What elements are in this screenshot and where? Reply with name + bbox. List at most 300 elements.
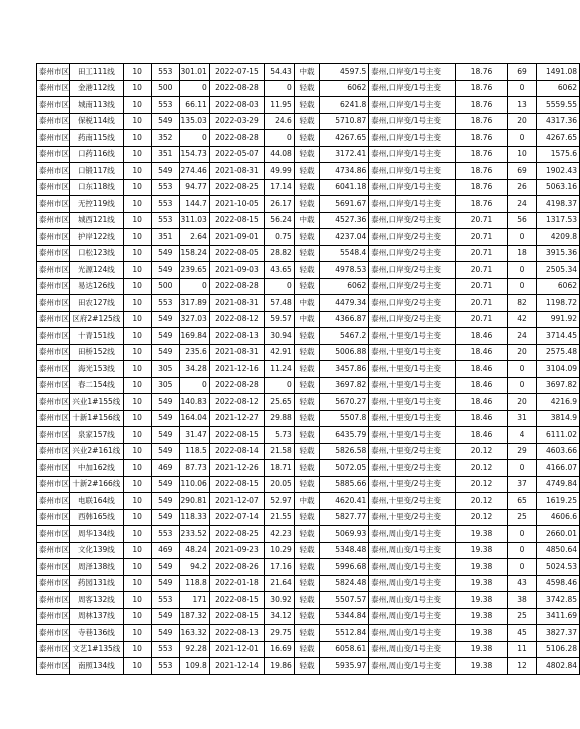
cell-substation-transformer: 泰州,十里变/2号主变 — [369, 460, 456, 477]
cell-connected-users: 45 — [507, 625, 537, 642]
cell-max-load-date: 2021-12-16 — [209, 361, 264, 378]
cell-max-load: 187.32 — [179, 608, 209, 625]
cell-load-status: 轻载 — [294, 97, 319, 114]
cell-connected-users: 20 — [507, 113, 537, 130]
cell-load-rate: 29.88 — [265, 410, 295, 427]
cell-connected-users: 0 — [507, 278, 537, 295]
cell-rated-capacity: 549 — [151, 476, 179, 493]
table-row — [37, 311, 580, 328]
cell-max-load-date: 2022-08-28 — [209, 377, 264, 394]
table-row — [37, 80, 580, 97]
cell-transformer-load: 20.12 — [456, 460, 507, 477]
cell-load-status: 轻载 — [294, 526, 319, 543]
cell-max-load: 135.03 — [179, 113, 209, 130]
cell-max-load: 163.32 — [179, 625, 209, 642]
cell-voltage-kv: 10 — [123, 625, 151, 642]
table-row — [37, 146, 580, 163]
cell-district: 泰州市区 — [37, 196, 70, 213]
cell-district: 泰州市区 — [37, 476, 70, 493]
cell-district: 泰州市区 — [37, 427, 70, 444]
cell-district: 泰州市区 — [37, 377, 70, 394]
cell-substation-transformer: 泰州,周山变/1号主变 — [369, 526, 456, 543]
cell-available-capacity: 4527.36 — [320, 212, 369, 229]
cell-remaining-capacity: 4598.46 — [537, 575, 580, 592]
cell-connected-users: 26 — [507, 179, 537, 196]
cell-max-load: 0 — [179, 130, 209, 147]
cell-load-status: 中载 — [294, 64, 319, 81]
cell-district: 泰州市区 — [37, 559, 70, 576]
cell-max-load-date: 2022-08-12 — [209, 394, 264, 411]
cell-max-load: 118.8 — [179, 575, 209, 592]
cell-connected-users: 24 — [507, 196, 537, 213]
table-row — [37, 229, 580, 246]
cell-line-name: 文艺1#135线 — [70, 641, 124, 658]
cell-remaining-capacity: 5106.28 — [537, 641, 580, 658]
cell-connected-users: 38 — [507, 592, 537, 609]
cell-substation-transformer: 泰州,十里变/1号主变 — [369, 377, 456, 394]
cell-voltage-kv: 10 — [123, 641, 151, 658]
table-row — [37, 130, 580, 147]
cell-max-load: 164.04 — [179, 410, 209, 427]
cell-load-rate: 0 — [265, 130, 295, 147]
cell-max-load-date: 2022-08-28 — [209, 130, 264, 147]
cell-load-status: 轻载 — [294, 625, 319, 642]
cell-connected-users: 18 — [507, 245, 537, 262]
cell-substation-transformer: 泰州,周山变/1号主变 — [369, 625, 456, 642]
cell-load-status: 轻载 — [294, 146, 319, 163]
cell-connected-users: 0 — [507, 559, 537, 576]
cell-district: 泰州市区 — [37, 641, 70, 658]
cell-connected-users: 29 — [507, 443, 537, 460]
cell-voltage-kv: 10 — [123, 526, 151, 543]
table-row — [37, 97, 580, 114]
cell-max-load-date: 2021-10-05 — [209, 196, 264, 213]
cell-available-capacity: 5507.57 — [320, 592, 369, 609]
cell-max-load-date: 2021-12-27 — [209, 410, 264, 427]
cell-connected-users: 4 — [507, 427, 537, 444]
cell-load-status: 中载 — [294, 311, 319, 328]
table-row — [37, 476, 580, 493]
cell-load-status: 轻载 — [294, 509, 319, 526]
cell-connected-users: 0 — [507, 262, 537, 279]
cell-available-capacity: 5072.05 — [320, 460, 369, 477]
cell-connected-users: 13 — [507, 97, 537, 114]
cell-load-status: 轻载 — [294, 262, 319, 279]
cell-max-load: 0 — [179, 278, 209, 295]
cell-transformer-load: 18.76 — [456, 179, 507, 196]
cell-voltage-kv: 10 — [123, 658, 151, 675]
cell-remaining-capacity: 4850.64 — [537, 542, 580, 559]
cell-max-load: 274.46 — [179, 163, 209, 180]
cell-district: 泰州市区 — [37, 394, 70, 411]
cell-remaining-capacity: 3827.37 — [537, 625, 580, 642]
cell-rated-capacity: 553 — [151, 212, 179, 229]
cell-substation-transformer: 泰州,口岸变/2号主变 — [369, 262, 456, 279]
cell-load-status: 轻载 — [294, 410, 319, 427]
cell-district: 泰州市区 — [37, 262, 70, 279]
cell-connected-users: 0 — [507, 130, 537, 147]
cell-available-capacity: 5348.48 — [320, 542, 369, 559]
cell-available-capacity: 5467.2 — [320, 328, 369, 345]
cell-load-rate: 18.71 — [265, 460, 295, 477]
cell-load-status: 轻载 — [294, 361, 319, 378]
table-body — [37, 64, 580, 675]
cell-line-name: 周泽138线 — [70, 559, 124, 576]
cell-transformer-load: 19.38 — [456, 625, 507, 642]
cell-transformer-load: 20.71 — [456, 278, 507, 295]
cell-load-rate: 49.99 — [265, 163, 295, 180]
cell-load-rate: 57.48 — [265, 295, 295, 312]
table-row — [37, 427, 580, 444]
cell-transformer-load: 19.38 — [456, 641, 507, 658]
cell-max-load-date: 2022-08-15 — [209, 476, 264, 493]
cell-connected-users: 69 — [507, 64, 537, 81]
cell-rated-capacity: 549 — [151, 575, 179, 592]
cell-max-load: 154.73 — [179, 146, 209, 163]
cell-remaining-capacity: 3742.85 — [537, 592, 580, 609]
cell-line-name: 文化139线 — [70, 542, 124, 559]
cell-max-load-date: 2022-08-05 — [209, 245, 264, 262]
cell-line-name: 南照134线 — [70, 658, 124, 675]
cell-line-name: 兴业1#155线 — [70, 394, 124, 411]
cell-line-name: 口松123线 — [70, 245, 124, 262]
cell-load-status: 轻载 — [294, 377, 319, 394]
cell-voltage-kv: 10 — [123, 493, 151, 510]
cell-rated-capacity: 549 — [151, 262, 179, 279]
cell-max-load: 48.24 — [179, 542, 209, 559]
cell-rated-capacity: 549 — [151, 625, 179, 642]
table-row — [37, 377, 580, 394]
cell-connected-users: 10 — [507, 146, 537, 163]
cell-load-status: 轻载 — [294, 575, 319, 592]
cell-available-capacity: 5827.77 — [320, 509, 369, 526]
table-row — [37, 443, 580, 460]
table-row — [37, 526, 580, 543]
cell-voltage-kv: 10 — [123, 163, 151, 180]
cell-transformer-load: 20.12 — [456, 443, 507, 460]
cell-load-status: 轻载 — [294, 163, 319, 180]
cell-rated-capacity: 549 — [151, 311, 179, 328]
cell-connected-users: 12 — [507, 658, 537, 675]
cell-district: 泰州市区 — [37, 344, 70, 361]
cell-rated-capacity: 469 — [151, 542, 179, 559]
cell-max-load-date: 2022-08-25 — [209, 526, 264, 543]
cell-line-name: 药园131线 — [70, 575, 124, 592]
cell-district: 泰州市区 — [37, 328, 70, 345]
cell-max-load: 140.83 — [179, 394, 209, 411]
cell-max-load: 118.5 — [179, 443, 209, 460]
cell-max-load-date: 2022-05-07 — [209, 146, 264, 163]
cell-voltage-kv: 10 — [123, 559, 151, 576]
cell-load-rate: 17.16 — [265, 559, 295, 576]
cell-remaining-capacity: 6062 — [537, 278, 580, 295]
cell-connected-users: 37 — [507, 476, 537, 493]
cell-connected-users: 82 — [507, 295, 537, 312]
table-row — [37, 641, 580, 658]
cell-transformer-load: 18.46 — [456, 377, 507, 394]
cell-available-capacity: 4267.65 — [320, 130, 369, 147]
cell-line-name: 泉家157线 — [70, 427, 124, 444]
cell-connected-users: 25 — [507, 608, 537, 625]
cell-line-name: 城西121线 — [70, 212, 124, 229]
cell-max-load-date: 2022-01-18 — [209, 575, 264, 592]
cell-available-capacity: 6041.18 — [320, 179, 369, 196]
cell-rated-capacity: 549 — [151, 113, 179, 130]
cell-available-capacity: 6062 — [320, 278, 369, 295]
cell-available-capacity: 4734.86 — [320, 163, 369, 180]
cell-max-load: 94.77 — [179, 179, 209, 196]
cell-district: 泰州市区 — [37, 509, 70, 526]
cell-line-name: 兴业2#161线 — [70, 443, 124, 460]
table-row — [37, 608, 580, 625]
cell-remaining-capacity: 2660.01 — [537, 526, 580, 543]
cell-remaining-capacity: 4166.07 — [537, 460, 580, 477]
cell-substation-transformer: 泰州,口岸变/1号主变 — [369, 146, 456, 163]
cell-transformer-load: 19.38 — [456, 575, 507, 592]
cell-connected-users: 24 — [507, 328, 537, 345]
cell-line-name: 十青151线 — [70, 328, 124, 345]
cell-max-load: 235.6 — [179, 344, 209, 361]
cell-available-capacity: 5069.93 — [320, 526, 369, 543]
cell-max-load-date: 2021-12-26 — [209, 460, 264, 477]
table-row — [37, 559, 580, 576]
cell-rated-capacity: 549 — [151, 344, 179, 361]
cell-max-load: 94.2 — [179, 559, 209, 576]
cell-remaining-capacity: 4198.37 — [537, 196, 580, 213]
table-row — [37, 179, 580, 196]
cell-max-load-date: 2021-12-14 — [209, 658, 264, 675]
cell-voltage-kv: 10 — [123, 311, 151, 328]
cell-available-capacity: 4237.04 — [320, 229, 369, 246]
cell-available-capacity: 5507.8 — [320, 410, 369, 427]
cell-substation-transformer: 泰州,周山变/1号主变 — [369, 559, 456, 576]
cell-load-rate: 0 — [265, 278, 295, 295]
cell-load-status: 轻载 — [294, 344, 319, 361]
cell-district: 泰州市区 — [37, 179, 70, 196]
cell-rated-capacity: 549 — [151, 163, 179, 180]
cell-load-status: 轻载 — [294, 658, 319, 675]
cell-max-load-date: 2022-08-28 — [209, 278, 264, 295]
cell-rated-capacity: 549 — [151, 509, 179, 526]
cell-voltage-kv: 10 — [123, 196, 151, 213]
cell-max-load: 317.89 — [179, 295, 209, 312]
cell-load-rate: 29.75 — [265, 625, 295, 642]
cell-transformer-load: 20.12 — [456, 476, 507, 493]
table-row — [37, 212, 580, 229]
cell-line-name: 易达126线 — [70, 278, 124, 295]
cell-line-name: 药南115线 — [70, 130, 124, 147]
cell-connected-users: 31 — [507, 410, 537, 427]
cell-load-status: 轻载 — [294, 113, 319, 130]
cell-rated-capacity: 553 — [151, 97, 179, 114]
cell-transformer-load: 19.38 — [456, 526, 507, 543]
cell-remaining-capacity: 3411.69 — [537, 608, 580, 625]
cell-district: 泰州市区 — [37, 542, 70, 559]
cell-district: 泰州市区 — [37, 460, 70, 477]
cell-voltage-kv: 10 — [123, 592, 151, 609]
cell-district: 泰州市区 — [37, 80, 70, 97]
cell-district: 泰州市区 — [37, 361, 70, 378]
cell-max-load-date: 2022-08-15 — [209, 212, 264, 229]
cell-transformer-load: 20.71 — [456, 212, 507, 229]
cell-max-load: 0 — [179, 377, 209, 394]
cell-voltage-kv: 10 — [123, 278, 151, 295]
cell-remaining-capacity: 1317.53 — [537, 212, 580, 229]
cell-connected-users: 20 — [507, 344, 537, 361]
table-row — [37, 196, 580, 213]
cell-available-capacity: 4620.41 — [320, 493, 369, 510]
cell-max-load-date: 2022-08-25 — [209, 179, 264, 196]
cell-rated-capacity: 549 — [151, 443, 179, 460]
cell-voltage-kv: 10 — [123, 427, 151, 444]
table-row — [37, 64, 580, 81]
cell-rated-capacity: 553 — [151, 592, 179, 609]
cell-max-load-date: 2022-08-13 — [209, 625, 264, 642]
cell-remaining-capacity: 1575.6 — [537, 146, 580, 163]
cell-remaining-capacity: 1902.43 — [537, 163, 580, 180]
cell-rated-capacity: 553 — [151, 295, 179, 312]
cell-remaining-capacity: 4317.36 — [537, 113, 580, 130]
cell-transformer-load: 20.71 — [456, 245, 507, 262]
cell-voltage-kv: 10 — [123, 212, 151, 229]
cell-line-name: 周华134线 — [70, 526, 124, 543]
cell-load-status: 轻载 — [294, 245, 319, 262]
cell-substation-transformer: 泰州,口岸变/1号主变 — [369, 163, 456, 180]
cell-load-status: 轻载 — [294, 443, 319, 460]
table-row — [37, 245, 580, 262]
cell-voltage-kv: 10 — [123, 460, 151, 477]
cell-max-load-date: 2022-08-28 — [209, 80, 264, 97]
cell-max-load-date: 2022-08-15 — [209, 608, 264, 625]
cell-district: 泰州市区 — [37, 64, 70, 81]
cell-line-name: 田桥152线 — [70, 344, 124, 361]
cell-max-load: 87.73 — [179, 460, 209, 477]
cell-district: 泰州市区 — [37, 97, 70, 114]
cell-line-name: 田农127线 — [70, 295, 124, 312]
cell-line-name: 光源124线 — [70, 262, 124, 279]
cell-line-name: 电联164线 — [70, 493, 124, 510]
cell-load-rate: 11.95 — [265, 97, 295, 114]
cell-load-rate: 54.43 — [265, 64, 295, 81]
cell-max-load-date: 2022-07-14 — [209, 509, 264, 526]
cell-max-load-date: 2021-09-03 — [209, 262, 264, 279]
cell-load-rate: 21.55 — [265, 509, 295, 526]
cell-substation-transformer: 泰州,十里变/2号主变 — [369, 493, 456, 510]
cell-rated-capacity: 553 — [151, 526, 179, 543]
cell-load-status: 轻载 — [294, 394, 319, 411]
cell-connected-users: 0 — [507, 460, 537, 477]
cell-voltage-kv: 10 — [123, 262, 151, 279]
cell-load-rate: 42.91 — [265, 344, 295, 361]
cell-rated-capacity: 549 — [151, 559, 179, 576]
cell-remaining-capacity: 3714.45 — [537, 328, 580, 345]
cell-voltage-kv: 10 — [123, 295, 151, 312]
cell-rated-capacity: 549 — [151, 427, 179, 444]
cell-connected-users: 25 — [507, 509, 537, 526]
cell-load-status: 轻载 — [294, 559, 319, 576]
cell-substation-transformer: 泰州,口岸变/2号主变 — [369, 212, 456, 229]
cell-voltage-kv: 10 — [123, 97, 151, 114]
cell-load-status: 轻载 — [294, 460, 319, 477]
table-row — [37, 625, 580, 642]
cell-substation-transformer: 泰州,周山变/1号主变 — [369, 542, 456, 559]
cell-remaining-capacity: 5024.53 — [537, 559, 580, 576]
cell-load-rate: 0 — [265, 80, 295, 97]
cell-district: 泰州市区 — [37, 493, 70, 510]
cell-load-status: 轻载 — [294, 328, 319, 345]
cell-voltage-kv: 10 — [123, 245, 151, 262]
cell-connected-users: 20 — [507, 394, 537, 411]
cell-available-capacity: 5885.66 — [320, 476, 369, 493]
cell-available-capacity: 5996.68 — [320, 559, 369, 576]
cell-substation-transformer: 泰州,口岸变/1号主变 — [369, 80, 456, 97]
cell-substation-transformer: 泰州,十里变/1号主变 — [369, 427, 456, 444]
cell-available-capacity: 4597.5 — [320, 64, 369, 81]
cell-load-status: 轻载 — [294, 196, 319, 213]
cell-rated-capacity: 352 — [151, 130, 179, 147]
cell-voltage-kv: 10 — [123, 377, 151, 394]
cell-max-load-date: 2022-08-15 — [209, 427, 264, 444]
cell-max-load-date: 2021-08-31 — [209, 344, 264, 361]
cell-substation-transformer: 泰州,口岸变/2号主变 — [369, 311, 456, 328]
cell-connected-users: 11 — [507, 641, 537, 658]
cell-load-rate: 19.86 — [265, 658, 295, 675]
cell-remaining-capacity: 5559.55 — [537, 97, 580, 114]
cell-load-status: 轻载 — [294, 608, 319, 625]
cell-voltage-kv: 10 — [123, 328, 151, 345]
cell-rated-capacity: 549 — [151, 493, 179, 510]
cell-load-status: 轻载 — [294, 592, 319, 609]
cell-max-load-date: 2021-12-01 — [209, 641, 264, 658]
cell-substation-transformer: 泰州,口岸变/1号主变 — [369, 196, 456, 213]
cell-load-status: 中载 — [294, 212, 319, 229]
cell-voltage-kv: 10 — [123, 542, 151, 559]
cell-max-load: 0 — [179, 80, 209, 97]
cell-max-load: 118.33 — [179, 509, 209, 526]
cell-transformer-load: 20.71 — [456, 295, 507, 312]
table-row — [37, 328, 580, 345]
cell-connected-users: 0 — [507, 377, 537, 394]
cell-transformer-load: 19.38 — [456, 608, 507, 625]
table-row — [37, 262, 580, 279]
cell-transformer-load: 18.46 — [456, 328, 507, 345]
cell-district: 泰州市区 — [37, 625, 70, 642]
cell-transformer-load: 20.71 — [456, 311, 507, 328]
cell-line-name: 寺巷136线 — [70, 625, 124, 642]
cell-voltage-kv: 10 — [123, 80, 151, 97]
cell-rated-capacity: 553 — [151, 64, 179, 81]
cell-load-rate: 17.14 — [265, 179, 295, 196]
cell-line-name: 十新2#166线 — [70, 476, 124, 493]
table-row — [37, 361, 580, 378]
cell-remaining-capacity: 4267.65 — [537, 130, 580, 147]
cell-available-capacity: 5670.27 — [320, 394, 369, 411]
cell-max-load-date: 2021-09-01 — [209, 229, 264, 246]
cell-transformer-load: 20.71 — [456, 262, 507, 279]
cell-line-name: 田工111线 — [70, 64, 124, 81]
cell-transformer-load: 19.38 — [456, 559, 507, 576]
cell-line-name: 口东118线 — [70, 179, 124, 196]
cell-substation-transformer: 泰州,十里变/2号主变 — [369, 476, 456, 493]
cell-load-rate: 44.08 — [265, 146, 295, 163]
cell-load-rate: 25.65 — [265, 394, 295, 411]
table-row — [37, 509, 580, 526]
cell-max-load: 311.03 — [179, 212, 209, 229]
cell-district: 泰州市区 — [37, 163, 70, 180]
cell-transformer-load: 18.46 — [456, 427, 507, 444]
cell-load-rate: 52.97 — [265, 493, 295, 510]
cell-available-capacity: 5344.84 — [320, 608, 369, 625]
